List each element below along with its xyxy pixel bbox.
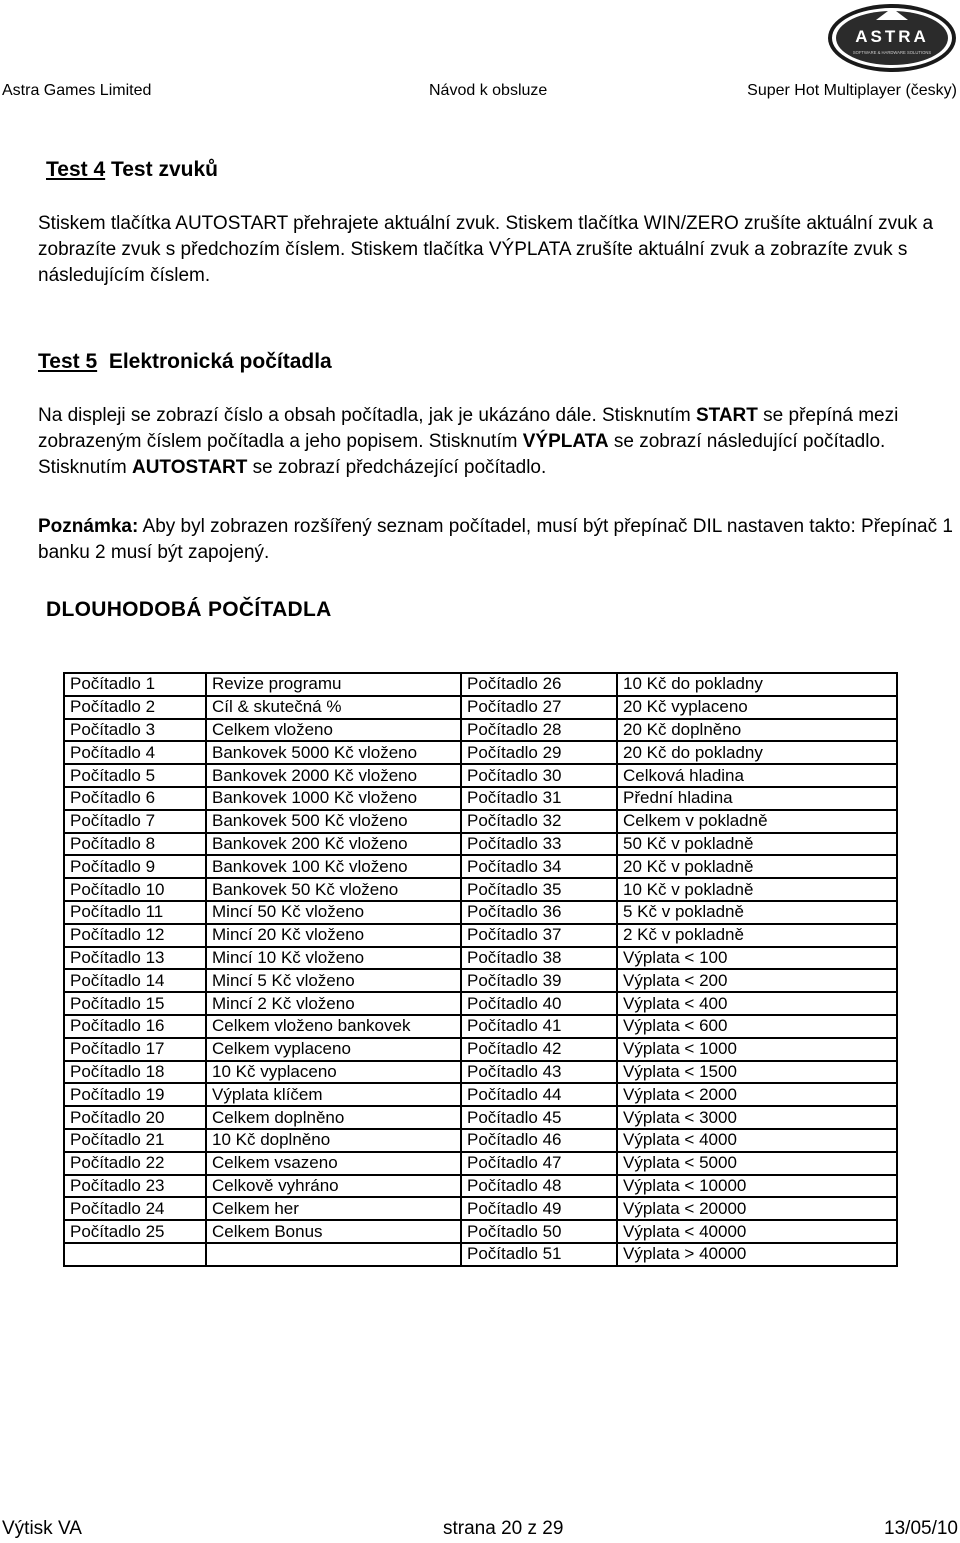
counter-name: Počítadlo 5 (64, 764, 206, 787)
logo-subtext: SOFTWARE & HARDWARE SOLUTIONS (852, 50, 932, 55)
table-row (64, 719, 897, 742)
counter-name: Počítadlo 6 (64, 787, 206, 810)
test4-text: Stiskem tlačítka AUTOSTART přehrajete aktuální zvuk. Stiskem tlačítka WIN/ZERO zrušíte aktuální zvuk a zobrazíte zvuk s předchozím číslem. Stiskem tlačítka VÝPLATA zrušíte aktuální zvuk a zobrazíte zvuk s následujícím číslem. (38, 213, 934, 286)
counter-description: Celkem vsazeno (206, 1152, 461, 1175)
test4-title: Test zvuků (110, 158, 218, 181)
counter-description: Bankovek 5000 Kč vloženo (206, 741, 461, 764)
counter-description: Bankovek 2000 Kč vloženo (206, 764, 461, 787)
counter-name (64, 1243, 206, 1266)
counter-name: Počítadlo 44 (461, 1083, 617, 1106)
counter-name: Počítadlo 35 (461, 878, 617, 901)
table-row (64, 787, 897, 810)
counter-name: Počítadlo 14 (64, 969, 206, 992)
counter-name: Počítadlo 9 (64, 855, 206, 878)
vyplata-key: VÝPLATA (522, 431, 609, 452)
counter-description: Mincí 2 Kč vloženo (206, 992, 461, 1015)
counter-description: Bankovek 100 Kč vloženo (206, 855, 461, 878)
counter-description: 2 Kč v pokladně (617, 924, 897, 947)
counter-name: Počítadlo 19 (64, 1083, 206, 1106)
counter-description: Celková hladina (617, 764, 897, 787)
test5-text (38, 403, 958, 481)
table-row (64, 1197, 897, 1220)
table-row (64, 947, 897, 970)
table-row (64, 969, 897, 992)
table-row (64, 1038, 897, 1061)
counter-description: 20 Kč v pokladně (617, 855, 897, 878)
counter-name: Počítadlo 24 (64, 1197, 206, 1220)
counter-description: Mincí 5 Kč vloženo (206, 969, 461, 992)
counter-description: Výplata < 1000 (617, 1038, 897, 1061)
table-row (64, 764, 897, 787)
counter-name: Počítadlo 1 (64, 673, 206, 696)
table-row (64, 1083, 897, 1106)
counter-name: Počítadlo 4 (64, 741, 206, 764)
test5-text-1: Na displeji se zobrazí číslo a obsah počítadla, jak je ukázáno dále. Stisknutím (38, 405, 696, 426)
start-key: START (695, 405, 758, 426)
counter-name: Počítadlo 3 (64, 719, 206, 742)
counter-name: Počítadlo 46 (461, 1129, 617, 1152)
counter-name: Počítadlo 32 (461, 810, 617, 833)
counter-description: 20 Kč do pokladny (617, 741, 897, 764)
logo-text: ASTRA (855, 27, 929, 46)
counters-table (63, 672, 898, 1267)
footer-date: 13/05/10 (884, 1518, 958, 1539)
test4-heading (46, 158, 218, 182)
section-title: DLOUHODOBÁ POČÍTADLA (46, 598, 332, 621)
counter-description: Celkem vloženo bankovek (206, 1015, 461, 1038)
counter-description: Výplata < 40000 (617, 1220, 897, 1243)
table-row (64, 1220, 897, 1243)
counter-name: Počítadlo 51 (461, 1243, 617, 1266)
counter-description: Výplata < 5000 (617, 1152, 897, 1175)
counter-name: Počítadlo 7 (64, 810, 206, 833)
counter-description: 10 Kč vyplaceno (206, 1061, 461, 1084)
counter-description: Bankovek 1000 Kč vloženo (206, 787, 461, 810)
table-row (64, 901, 897, 924)
table-row (64, 1015, 897, 1038)
counter-name: Počítadlo 29 (461, 741, 617, 764)
table-row (64, 833, 897, 856)
counter-description: Přední hladina (617, 787, 897, 810)
counter-name: Počítadlo 42 (461, 1038, 617, 1061)
table-row (64, 741, 897, 764)
table-row (64, 1175, 897, 1198)
counter-description: Výplata < 100 (617, 947, 897, 970)
counter-description: Celkem vyplaceno (206, 1038, 461, 1061)
table-row (64, 1106, 897, 1129)
counter-description: Mincí 10 Kč vloženo (206, 947, 461, 970)
counter-description: 5 Kč v pokladně (617, 901, 897, 924)
counter-name: Počítadlo 22 (64, 1152, 206, 1175)
counter-name: Počítadlo 48 (461, 1175, 617, 1198)
counter-name: Počítadlo 37 (461, 924, 617, 947)
counter-description: Celkem Bonus (206, 1220, 461, 1243)
test5-text-4: se zobrazí předcházející počítadlo. (247, 457, 547, 478)
test4-number: Test 4 (46, 158, 106, 181)
counter-description: 50 Kč v pokladně (617, 833, 897, 856)
counter-name: Počítadlo 41 (461, 1015, 617, 1038)
counter-description: Bankovek 50 Kč vloženo (206, 878, 461, 901)
counter-description: Výplata < 4000 (617, 1129, 897, 1152)
table-row (64, 810, 897, 833)
counter-description: Mincí 20 Kč vloženo (206, 924, 461, 947)
table-row (64, 673, 897, 696)
counter-name: Počítadlo 17 (64, 1038, 206, 1061)
counter-description: Výplata < 1500 (617, 1061, 897, 1084)
counter-name: Počítadlo 16 (64, 1015, 206, 1038)
counter-description: Výplata < 200 (617, 969, 897, 992)
counter-name: Počítadlo 45 (461, 1106, 617, 1129)
counter-name: Počítadlo 12 (64, 924, 206, 947)
counter-description: Výplata < 3000 (617, 1106, 897, 1129)
table-row (64, 855, 897, 878)
header-product: Super Hot Multiplayer (česky) (747, 82, 957, 99)
counter-name: Počítadlo 20 (64, 1106, 206, 1129)
table-row (64, 1129, 897, 1152)
footer-page: strana 20 z 29 (443, 1518, 564, 1539)
counter-name: Počítadlo 18 (64, 1061, 206, 1084)
header-doc-type: Návod k obsluze (429, 82, 548, 99)
counter-description: Výplata < 2000 (617, 1083, 897, 1106)
counter-name: Počítadlo 34 (461, 855, 617, 878)
counter-name: Počítadlo 21 (64, 1129, 206, 1152)
counter-name: Počítadlo 27 (461, 696, 617, 719)
counter-description: Celkem her (206, 1197, 461, 1220)
note-label: Poznámka: (38, 516, 139, 537)
test5-heading (38, 350, 332, 374)
counter-name: Počítadlo 2 (64, 696, 206, 719)
counter-description: Bankovek 200 Kč vloženo (206, 833, 461, 856)
counter-name: Počítadlo 47 (461, 1152, 617, 1175)
counter-name: Počítadlo 33 (461, 833, 617, 856)
counter-name: Počítadlo 36 (461, 901, 617, 924)
counter-description: 20 Kč vyplaceno (617, 696, 897, 719)
footer-edition: Výtisk VA (2, 1518, 82, 1539)
counter-name: Počítadlo 43 (461, 1061, 617, 1084)
table-row (64, 924, 897, 947)
counter-name: Počítadlo 10 (64, 878, 206, 901)
test5-text-2: se přepíná mezi zobrazeným číslem počítadla a jeho popisem. Stisknutím (38, 405, 899, 452)
counter-description: Celkově vyhráno (206, 1175, 461, 1198)
counter-description: Výplata < 400 (617, 992, 897, 1015)
counter-description: 10 Kč v pokladně (617, 878, 897, 901)
counter-description (206, 1243, 461, 1266)
counter-description: Výplata > 40000 (617, 1243, 897, 1266)
counter-name: Počítadlo 28 (461, 719, 617, 742)
counter-description: Celkem doplněno (206, 1106, 461, 1129)
counter-name: Počítadlo 25 (64, 1220, 206, 1243)
counter-name: Počítadlo 15 (64, 992, 206, 1015)
counter-description: Výplata < 10000 (617, 1175, 897, 1198)
table-row (64, 1243, 897, 1266)
counter-description: Celkem vloženo (206, 719, 461, 742)
counter-description: Celkem v pokladně (617, 810, 897, 833)
counter-name: Počítadlo 30 (461, 764, 617, 787)
counter-description: 20 Kč doplněno (617, 719, 897, 742)
table-row (64, 1061, 897, 1084)
counter-description: Výplata < 20000 (617, 1197, 897, 1220)
autostart-key: AUTOSTART (131, 457, 248, 478)
test5-text-3: se zobrazí následující počítadlo. Stisknutím (38, 431, 886, 478)
counter-description: 10 Kč doplněno (206, 1129, 461, 1152)
counter-name: Počítadlo 23 (64, 1175, 206, 1198)
counter-name: Počítadlo 11 (64, 901, 206, 924)
counter-description: 10 Kč do pokladny (617, 673, 897, 696)
counter-description: Revize programu (206, 673, 461, 696)
counter-name: Počítadlo 39 (461, 969, 617, 992)
counter-name: Počítadlo 26 (461, 673, 617, 696)
table-row (64, 696, 897, 719)
counter-description: Výplata klíčem (206, 1083, 461, 1106)
counter-name: Počítadlo 31 (461, 787, 617, 810)
counter-name: Počítadlo 13 (64, 947, 206, 970)
table-row (64, 1152, 897, 1175)
test5-title: Elektronická počítadla (108, 350, 332, 373)
counter-description: Cíl & skutečná % (206, 696, 461, 719)
counter-description: Mincí 50 Kč vloženo (206, 901, 461, 924)
note-text: Aby byl zobrazen rozšířený seznam počítadel, musí být přepínač DIL nastaven takto: Přepínač 1 banku 2 musí být zapojený. (38, 516, 953, 563)
counter-name: Počítadlo 38 (461, 947, 617, 970)
test5-number: Test 5 (38, 350, 98, 373)
table-row (64, 878, 897, 901)
counter-name: Počítadlo 40 (461, 992, 617, 1015)
counter-name: Počítadlo 8 (64, 833, 206, 856)
table-row (64, 992, 897, 1015)
counter-name: Počítadlo 49 (461, 1197, 617, 1220)
astra-logo (826, 2, 958, 74)
counter-name: Počítadlo 50 (461, 1220, 617, 1243)
counter-description: Bankovek 500 Kč vloženo (206, 810, 461, 833)
header-company: Astra Games Limited (2, 82, 152, 99)
counters-table-body (64, 673, 897, 1266)
counter-description: Výplata < 600 (617, 1015, 897, 1038)
note (38, 514, 958, 566)
